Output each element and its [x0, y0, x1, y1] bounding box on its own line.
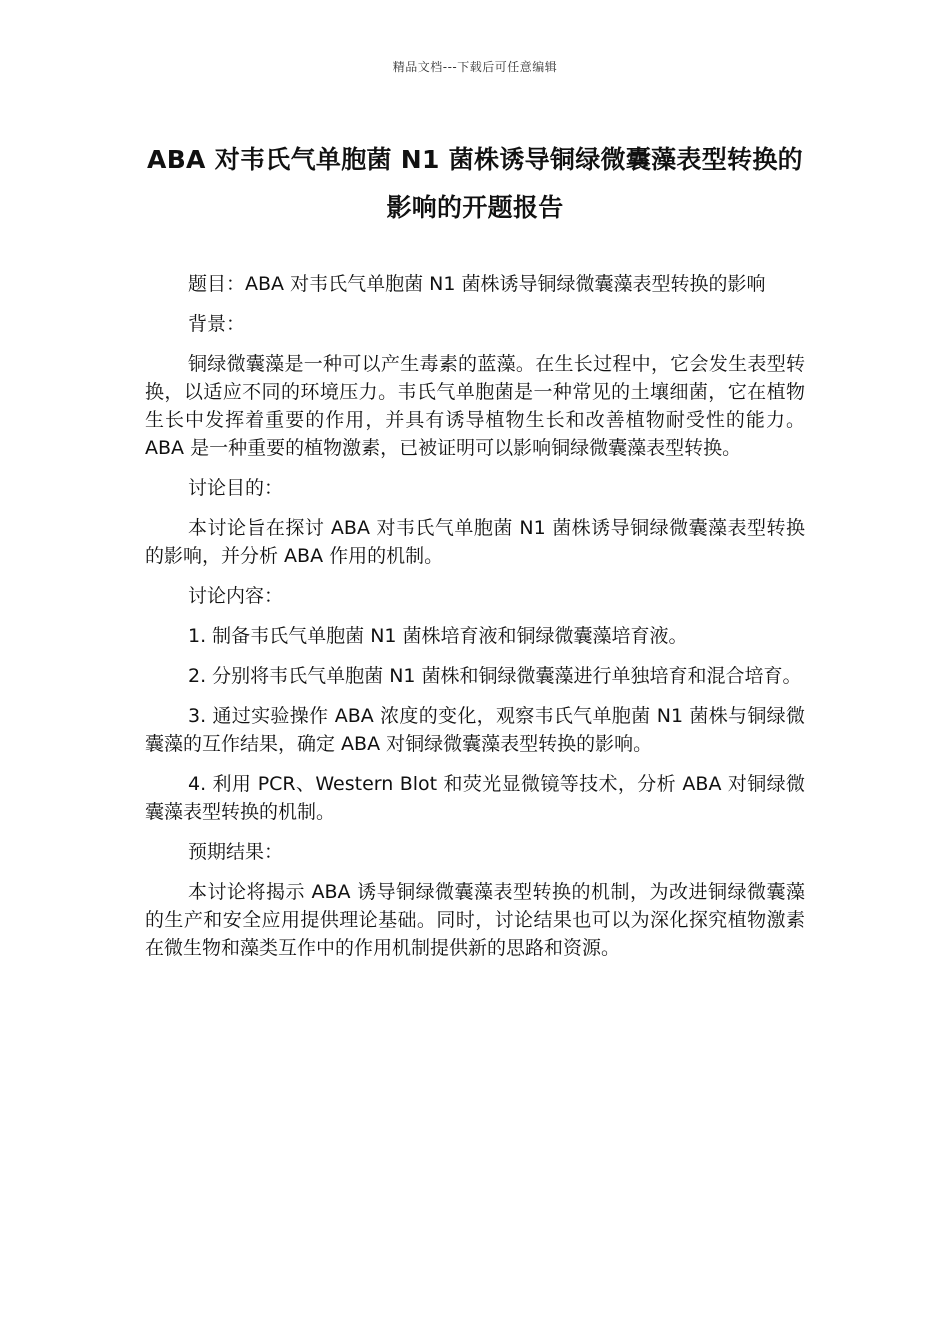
content-item-1: 1. 制备韦氏气单胞菌 N1 菌株培育液和铜绿微囊藻培育液。 — [188, 625, 688, 647]
document-body — [145, 270, 805, 974]
paragraph-expected-results: 本讨论将揭示 ABA 诱导铜绿微囊藻表型转换的机制，为改进铜绿微囊藻的生产和安全应用提供理论基础。同时，讨论结果也可以为深化探究植物激素在微生物和藻类互作中的作用机制提供新的思路和资源。 — [145, 881, 805, 959]
paragraph-topic: 题目：ABA 对韦氏气单胞菌 N1 菌株诱导铜绿微囊藻表型转换的影响 — [188, 273, 766, 295]
heading-background: 背景： — [188, 313, 246, 335]
heading-expected-results: 预期结果： — [188, 841, 284, 863]
document-title: ABA 对韦氏气单胞菌 N1 菌株诱导铜绿微囊藻表型转换的影响的开题报告 — [147, 145, 803, 222]
paragraph-background: 铜绿微囊藻是一种可以产生毒素的蓝藻。在生长过程中，它会发生表型转换，以适应不同的环境压力。韦氏气单胞菌是一种常见的土壤细菌，它在植物生长中发挥着重要的作用，并具有诱导植物生长和改善植物耐受性的能力。ABA 是一种重要的植物激素，已被证明可以影响铜绿微囊藻表型转换。 — [145, 353, 805, 459]
heading-purpose: 讨论目的： — [188, 477, 284, 499]
page-header-note: 精品文档---下载后可任意编辑 — [392, 60, 558, 74]
heading-content: 讨论内容： — [188, 585, 284, 607]
content-item-3: 3. 通过实验操作 ABA 浓度的变化，观察韦氏气单胞菌 N1 菌株与铜绿微囊藻的互作结果，确定 ABA 对铜绿微囊藻表型转换的影响。 — [145, 705, 805, 755]
content-item-4: 4. 利用 PCR、Western Blot 和荧光显微镜等技术，分析 ABA 对铜绿微囊藻表型转换的机制。 — [145, 773, 805, 823]
paragraph-purpose: 本讨论旨在探讨 ABA 对韦氏气单胞菌 N1 菌株诱导铜绿微囊藻表型转换的影响，并分析 ABA 作用的机制。 — [145, 517, 805, 567]
content-item-2: 2. 分别将韦氏气单胞菌 N1 菌株和铜绿微囊藻进行单独培育和混合培育。 — [188, 665, 802, 687]
